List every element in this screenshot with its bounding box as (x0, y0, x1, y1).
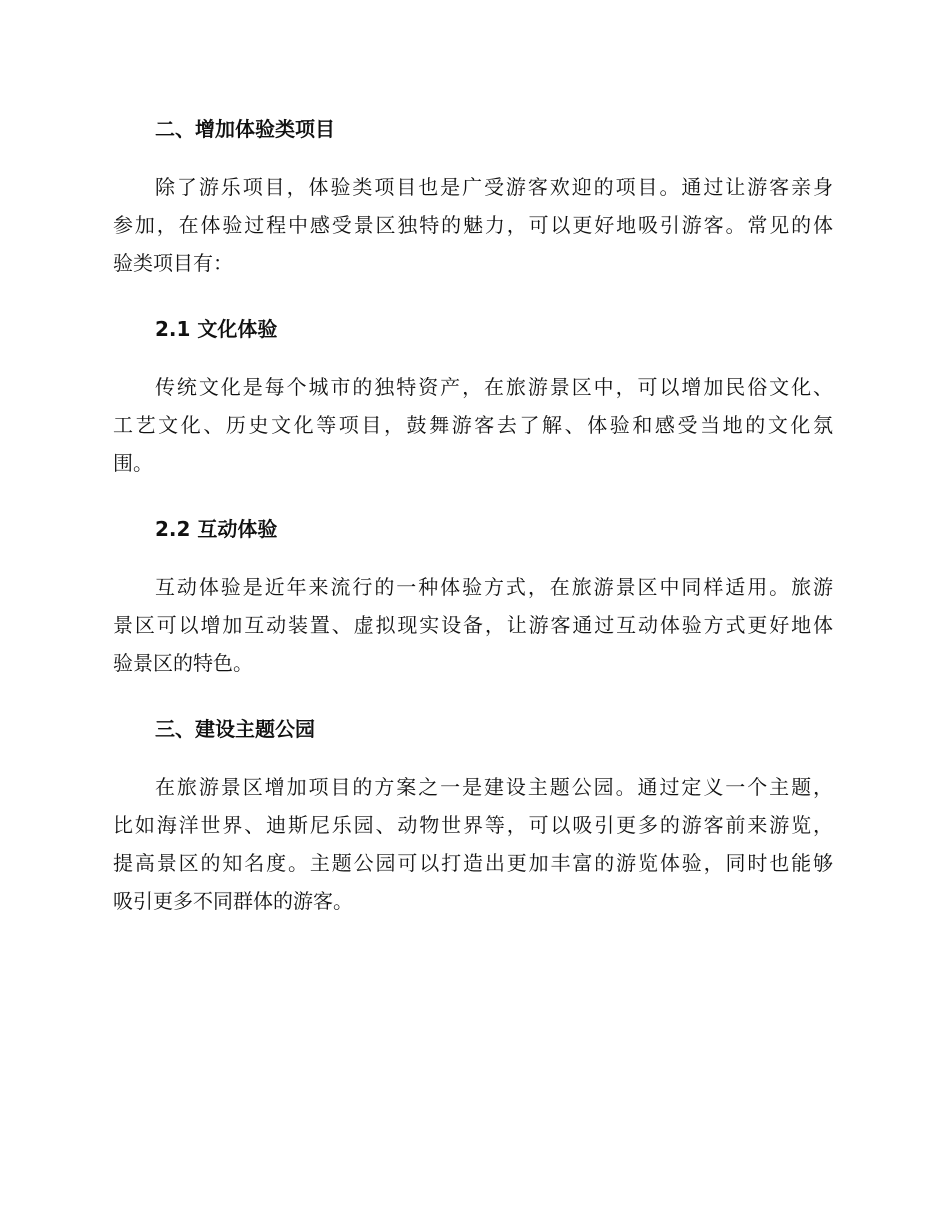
section-heading-2: 二、增加体验类项目 (155, 117, 335, 141)
section-heading-2-1: 2.1 文化体验 (155, 317, 278, 341)
document-body (113, 110, 833, 948)
paragraph-line: 工艺文化、历史文化等项目，鼓舞游客去了解、体验和感受当地的文化氛 (113, 413, 833, 437)
section-2-1-paragraph (113, 368, 833, 482)
paragraph-line: 参加，在体验过程中感受景区独特的魅力，可以更好地吸引游客。常见的体 (113, 213, 833, 237)
section-2-paragraph (113, 168, 833, 282)
paragraph-line: 传统文化是每个城市的独特资产，在旅游景区中，可以增加民俗文化、 (155, 375, 833, 399)
paragraph-line: 吸引更多不同群体的游客。 (113, 889, 353, 913)
paragraph-line: 在旅游景区增加项目的方案之一是建设主题公园。通过定义一个主题， (155, 775, 833, 799)
paragraph-line: 比如海洋世界、迪斯尼乐园、动物世界等，可以吸引更多的游客前来游览， (113, 813, 833, 837)
paragraph-line: 除了游乐项目，体验类项目也是广受游客欢迎的项目。通过让游客亲身 (155, 175, 833, 199)
paragraph-line: 验景区的特色。 (113, 651, 253, 675)
paragraph-line: 提高景区的知名度。主题公园可以打造出更加丰富的游览体验，同时也能够 (113, 851, 833, 875)
paragraph-line: 互动体验是近年来流行的一种体验方式，在旅游景区中同样适用。旅游 (155, 575, 833, 599)
paragraph-line: 验类项目有： (113, 251, 233, 275)
section-3-paragraph (113, 768, 833, 920)
section-heading-2-2: 2.2 互动体验 (155, 517, 278, 541)
section-2-2-paragraph (113, 568, 833, 682)
paragraph-line: 景区可以增加互动装置、虚拟现实设备，让游客通过互动体验方式更好地体 (113, 613, 833, 637)
paragraph-line: 围。 (113, 451, 153, 475)
section-heading-3: 三、建设主题公园 (155, 717, 315, 741)
